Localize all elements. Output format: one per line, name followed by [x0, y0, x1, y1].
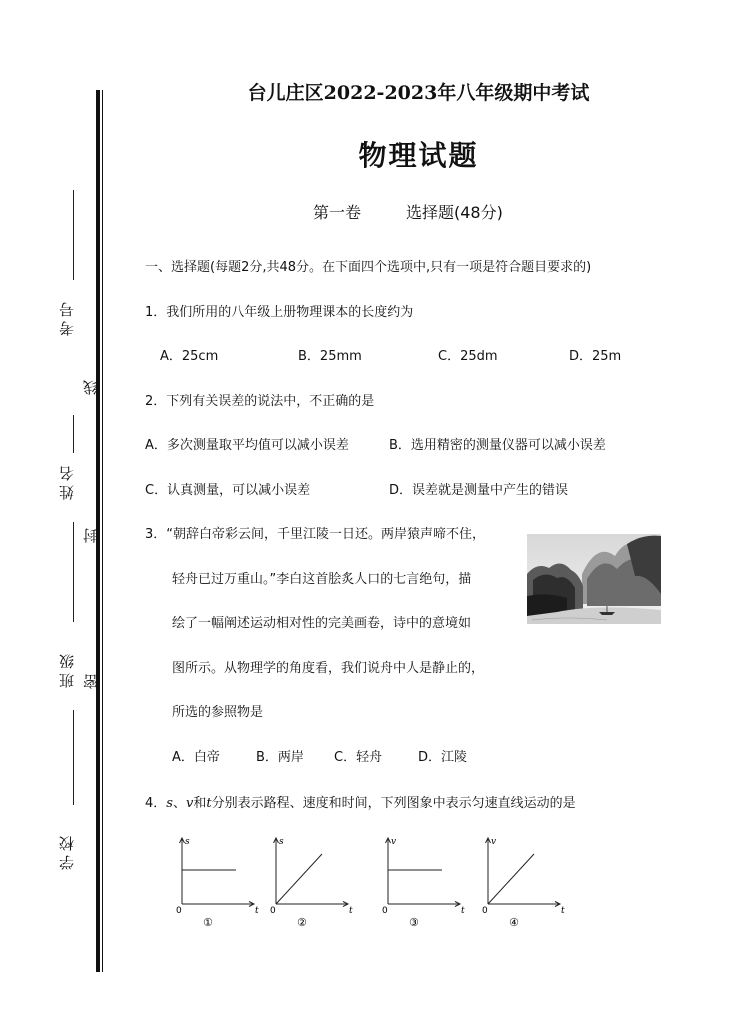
q3-line-2: 轻舟已过万重山。”李白这首脍炙人口的七言绝句，描 — [172, 572, 472, 587]
graph-caption: ④ — [509, 916, 519, 929]
name-underline — [73, 522, 74, 622]
exam-title: 台儿庄区2022-2023年八年级期中考试 — [247, 82, 590, 104]
graph-origin-label: 0 — [176, 906, 182, 916]
q2-option-b: B．选用精密的测量仪器可以减小误差 — [389, 438, 606, 453]
graph-caption: ② — [297, 916, 307, 929]
graph-line-diagonal — [488, 854, 534, 904]
graph-2 — [268, 834, 358, 929]
q2-option-a: A．多次测量取平均值可以减小误差 — [145, 438, 349, 453]
q4-symbol-v: v — [185, 796, 194, 811]
instructions: 一、选择题(每题2分,共48分。在下面四个选项中,只有一项是符合题目要求的) — [145, 260, 592, 275]
q3-option-b: B．两岸 — [256, 750, 304, 765]
class-underline — [73, 710, 74, 805]
seal-seal-mark: 封 — [82, 528, 100, 543]
q2-option-c: C．认真测量，可以减小误差 — [145, 483, 311, 498]
graph-2-svg — [268, 834, 358, 929]
q4-separator: 、 — [172, 796, 186, 811]
class-label: 班级 — [58, 650, 76, 688]
graph-y-label: v — [391, 837, 397, 847]
q1-option-d: D．25m — [569, 349, 622, 364]
section-label: 第一卷 — [313, 203, 362, 222]
graph-x-label: t — [349, 906, 353, 916]
q4-stem-rest: 分别表示路程、速度和时间，下列图象中表示匀速直线运动的是 — [211, 796, 576, 811]
q1-option-b: B．25mm — [298, 349, 362, 364]
q2-option-d: D．误差就是测量中产生的错误 — [389, 483, 569, 498]
graph-origin-label: 0 — [382, 906, 388, 916]
school-label: 学校 — [58, 832, 76, 870]
graph-y-label: s — [185, 837, 190, 847]
graph-1-svg — [174, 834, 264, 929]
q1-option-c: C．25dm — [438, 349, 498, 364]
graph-caption: ③ — [409, 916, 419, 929]
q3-line-3: 绘了一幅阐述运动相对性的完美画卷，诗中的意境如 — [172, 616, 472, 631]
graph-origin-label: 0 — [270, 906, 276, 916]
q4-stem — [145, 792, 576, 811]
binding-rule-thin — [102, 90, 103, 972]
q3-option-c: C．轻舟 — [334, 750, 383, 765]
graph-4-svg — [480, 834, 570, 929]
graph-x-label: t — [255, 906, 259, 916]
exam-no-label: 考号 — [58, 298, 76, 336]
landscape-painting-image — [527, 534, 661, 624]
q3-line-1: 3．“朝辞白帝彩云间，千里江陵一日还。两岸猿声啼不住， — [145, 527, 486, 542]
graph-3-svg — [380, 834, 470, 929]
graph-origin-label: 0 — [482, 906, 488, 916]
graph-line-diagonal — [276, 854, 322, 904]
section-title: 选择题(48分) — [406, 203, 503, 222]
name-label: 姓名 — [58, 462, 76, 500]
q3-line-4: 图所示。从物理学的角度看，我们说舟中人是静止的， — [172, 661, 485, 676]
q4-and: 和 — [193, 796, 207, 811]
q2-stem: 2．下列有关误差的说法中，不正确的是 — [145, 394, 375, 409]
q1-stem: 1．我们所用的八年级上册物理课本的长度约为 — [145, 305, 414, 320]
graph-4 — [480, 834, 570, 929]
graph-1 — [174, 834, 264, 929]
graph-3 — [380, 834, 470, 929]
subject-title: 物理试题 — [358, 139, 479, 172]
q4-symbol-t: t — [206, 796, 212, 811]
q3-option-d: D．江陵 — [418, 750, 468, 765]
graph-caption: ① — [203, 916, 213, 929]
graph-y-label: v — [491, 837, 497, 847]
q3-option-a: A．白帝 — [172, 750, 220, 765]
q4-symbol-s: s — [166, 796, 173, 811]
q1-option-a: A．25cm — [160, 349, 219, 364]
seal-secret-mark: 密 — [82, 674, 100, 689]
q3-line-5: 所选的参照物是 — [172, 705, 264, 720]
q4-number: 4． — [145, 796, 167, 811]
graph-y-label: s — [279, 837, 284, 847]
seal-line-mark: 线 — [82, 380, 100, 395]
graph-x-label: t — [561, 906, 565, 916]
name-underline-top — [73, 415, 74, 453]
graph-x-label: t — [461, 906, 465, 916]
exam-no-underline — [73, 190, 74, 280]
